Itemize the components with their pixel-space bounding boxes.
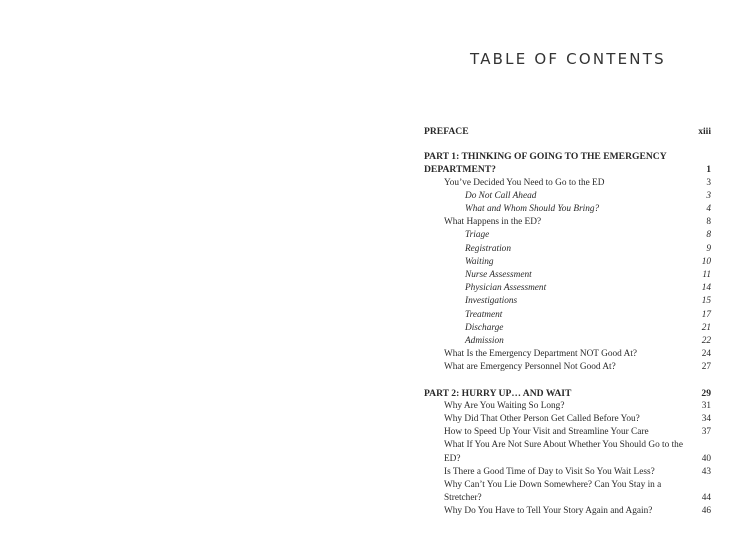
toc-label: What Is the Emergency Department NOT Good At?	[444, 349, 638, 360]
toc-entry	[424, 439, 711, 465]
toc-entry	[424, 400, 711, 413]
toc-label: Triage	[465, 230, 490, 241]
toc-label: Treatment	[465, 309, 503, 320]
toc-label: Is There a Good Time of Day to Visit So You Wait Less?	[444, 466, 655, 477]
toc-page-number: 34	[701, 414, 711, 425]
toc-label: Investigations	[465, 296, 518, 307]
toc-page-number: 3	[706, 177, 711, 188]
toc-page-number: 40	[701, 453, 711, 464]
toc-label: Why Did That Other Person Get Called Before You?	[444, 414, 640, 425]
toc-label: Registration	[465, 243, 511, 254]
toc-page-number: 15	[701, 296, 711, 307]
toc-page-number: 10	[701, 256, 711, 267]
toc-entry	[424, 190, 711, 203]
toc-page-number: 27	[701, 362, 711, 373]
toc-page-number: 43	[701, 466, 711, 477]
toc-label: Why Do You Have to Tell Your Story Again and Again?	[444, 506, 653, 517]
toc-page-number: 37	[701, 427, 711, 438]
toc-entry	[424, 269, 711, 282]
toc-page-number: 4	[706, 204, 711, 215]
spacer	[424, 375, 711, 387]
toc-page-number: 21	[701, 322, 711, 333]
toc-page-number: 3	[706, 190, 711, 201]
toc-label: PREFACE	[424, 126, 469, 137]
toc-label: Admission	[465, 336, 504, 347]
toc-page-number: 14	[701, 283, 711, 294]
table-of-contents	[424, 125, 711, 519]
toc-page-number: 22	[701, 336, 711, 347]
toc-entry	[424, 413, 711, 426]
toc-entry	[424, 216, 711, 229]
toc-entry	[424, 322, 711, 335]
page-title: TABLE OF CONTENTS	[470, 50, 666, 68]
toc-label: PART 2: HURRY UP… AND WAIT	[424, 387, 572, 399]
toc-entry	[424, 256, 711, 269]
toc-label: Physician Assessment	[465, 283, 547, 294]
spacer	[424, 138, 711, 150]
toc-label: What and Whom Should You Bring?	[465, 204, 600, 215]
toc-page-number: xiii	[698, 126, 711, 137]
toc-entry	[424, 177, 711, 190]
toc-entry	[424, 348, 711, 361]
toc-entry	[424, 229, 711, 242]
toc-label: Waiting	[465, 256, 494, 267]
toc-entry-part-2	[424, 387, 711, 400]
toc-entry	[424, 361, 711, 374]
toc-entry	[424, 282, 711, 295]
toc-page-number: 1	[706, 164, 711, 176]
toc-page-number: 46	[701, 506, 711, 517]
toc-label: Why Can’t You Lie Down Somewhere? Can You Stay in a Stretcher?	[444, 480, 662, 504]
toc-entry	[424, 479, 711, 505]
toc-entry	[424, 295, 711, 308]
toc-entry	[424, 309, 711, 322]
toc-label: PART 1: THINKING OF GOING TO THE EMERGENCY DEPARTMENT?	[424, 151, 667, 176]
toc-label: How to Speed Up Your Visit and Streamline Your Care	[444, 427, 649, 438]
toc-page-number: 29	[701, 387, 711, 399]
toc-entry	[424, 243, 711, 256]
toc-entry	[424, 505, 711, 518]
toc-label: Do Not Call Ahead	[465, 190, 537, 201]
toc-page-number: 24	[701, 349, 711, 360]
toc-page-number: 8	[706, 230, 711, 241]
toc-entry	[424, 203, 711, 216]
toc-label: Why Are You Waiting So Long?	[444, 400, 565, 411]
toc-label: Nurse Assessment	[465, 270, 532, 281]
toc-label: Discharge	[465, 322, 504, 333]
toc-page-number: 31	[701, 400, 711, 411]
toc-page-number: 11	[702, 270, 711, 281]
toc-label: You’ve Decided You Need to Go to the ED	[444, 177, 605, 188]
toc-page-number: 44	[701, 493, 711, 504]
toc-entry-preface	[424, 125, 711, 138]
toc-entry	[424, 426, 711, 439]
toc-entry-part-1	[424, 150, 711, 176]
toc-page-number: 9	[706, 243, 711, 254]
toc-page-number: 17	[701, 309, 711, 320]
toc-entry	[424, 335, 711, 348]
toc-label: What are Emergency Personnel Not Good At?	[444, 362, 616, 373]
toc-page-number: 8	[706, 217, 711, 228]
toc-label: What If You Are Not Sure About Whether You Should Go to the ED?	[444, 440, 683, 464]
toc-entry	[424, 466, 711, 479]
toc-label: What Happens in the ED?	[444, 217, 542, 228]
